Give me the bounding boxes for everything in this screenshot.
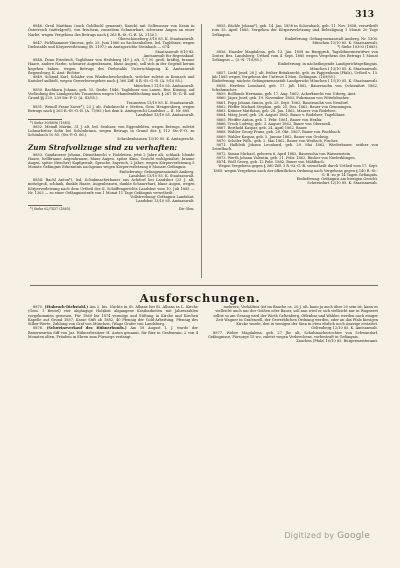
- entry-text: Bachl Anton*), led. Schuhmacherbauer aus Achdorf bei Landshut (23 J. alt, mittelgroß, schlank, dunkle Haare, Augenbrauen, dunkle Schnurrbart, blaue Augen, wegen Körperverletzung nach dem Urtheil des K. Schöffengerichts Landshut vom 10. Juli 1885 — Nr. 1303 — zu einer Gefängnisstrafe von 1 Monat 11 Tage Gefängnis verurtheilt.: [28, 178, 195, 195]
- footnote-a: *) Siehe 30/8896 (1885).: [30, 120, 72, 125]
- entry-text: Landshut 13/10 85. Amtsanwalt.: [136, 113, 195, 118]
- entry-text: Vollstreckung: Gefängnis Landshut.: [130, 195, 195, 199]
- entry-number: 8866.: [216, 121, 228, 126]
- entry-number: 8856.: [216, 49, 229, 54]
- entry-number: 8847.: [33, 41, 45, 45]
- left-entries-b: [28, 125, 195, 142]
- entry-text: Traunstein 13/10 85. K. Staatsanwalt.: [126, 100, 195, 105]
- entry-text: Landshut 13/10 85. Amtsanwalt.: [136, 199, 195, 204]
- entry: [28, 199, 195, 203]
- entry-number: 8869.: [216, 134, 228, 139]
- entry-text: Bachhorn Johann, geb. 15. Dezbr. 1846, Taglöhner von Lauen, Bez. Kissing, auf Vorläufung des Landgerichts Traunstein wegen Urkundenfälschung nach § 267 St.-G.-B. auf Grund §§ 229, 239 Str.-P.-O. (A. 43/85.).: [28, 87, 195, 101]
- entry-number: 8876.: [33, 326, 47, 331]
- entry-number: 8877.: [213, 330, 227, 335]
- entry-text: Greil Matthias (auch Goldbichl genannt), Knecht mit Gelbwasser von Krain in Österreich (mittelgroß), von frischem, runzeliem Schnurrbart, schwarze Augen an einer Narbe, wegen Vergehens des Betrugs nach § 263 R.-St.-G.-B. (A. 2150.).: [28, 24, 195, 37]
- entry-number: 8852.: [33, 124, 45, 129]
- entry: [212, 84, 379, 93]
- entry-number: 8853.: [33, 152, 45, 157]
- entry-number: 8851.: [33, 104, 45, 109]
- entry: [212, 143, 379, 152]
- entry: [28, 153, 195, 170]
- entry-number: 8873.: [216, 155, 228, 160]
- entry-text: Märg Josef, geb. 28. August 1862, Bauer v. Rödelsee, Tagelöhner.: [227, 113, 346, 118]
- entry-number: 8849.: [33, 75, 45, 79]
- entry-text: Am 2. bis. Nachts in St. Albans bei St. Albans in L. Kirche (Gem. 1 Beutel) vier abgängige Holzkist abgangene Kostbarkeiten mit Jahreszahlen vorgekommen gewesen. Für 1860 bis 1874 vermöge und Stiftung in Kirche und Kirchen Kapelle auf Grund 1857, Kasse Stift ab 1882, 40 Pfennig der Gold-Arbeitung, Pfennig des Silber-Werte. Zahlung von Graf von München, (Wage Grafer von Landsberg.: [28, 305, 198, 326]
- entry-text: Berthold Kaspar, geb. 24. April 1862, Bauer.: [227, 126, 308, 130]
- entry-number: 8871.: [216, 143, 230, 147]
- section-divider: [30, 285, 378, 286]
- footnote-rule: [28, 119, 62, 120]
- entry-text: Schmid Karl, Schäfer von Windischeschenbach, welcher zuletzt in Kronach und Knitdorf aufhielt, wegen Gewerbsvergehen nach § 360 Ziff. 8 R.-St.-G.-B. (A. 9/10 85.).: [28, 75, 195, 84]
- right-entries: [212, 24, 379, 186]
- entry-number: 8860.: [216, 96, 228, 101]
- entry-text: Einlieferung: Gefangenenanstalt Amberg.: [119, 169, 195, 174]
- entry-text: Einlieferung: nächste Gefangenenanstalt Landgericht München I 13/10 85. K. Staatsanwalt.: [211, 79, 378, 84]
- entry-text: Bächle Johann*), geb. 14. Jan. 1858 in Schwabach, geb. 11. Nov. 1858, verurtheilt vom 15. April 1885, Vergehen der Körperverletzung und Beleidigung 1 Monat 20 Tage Gefängnis.: [211, 24, 378, 37]
- entry-number: 8875.: [33, 305, 45, 309]
- entry: [212, 24, 379, 37]
- entry-text: Pichlhammer Vincenz, geb. 25. Juni 1860 zu Sachsenhalten, led. Taglöhner, wegen Diebstahls und Körperverletzung (B. 1197.) an Amtsgerichte Steinbach — 674.: [28, 41, 195, 50]
- entry-text: Am 18 August 1. J. wurde der Bauernwirtin Siff von Jaz. Hühnerbesitzer H. Anton genannt, für Bier in Grafenrain, 2 von 4 Monaten alten, Fräulein in Ehren zum Fürsorge verlangt.: [28, 326, 198, 339]
- entry-number: 8859.: [216, 92, 228, 96]
- entry-number: 8858.: [216, 83, 230, 88]
- entry-text: Schrobenhausen 13/10 85. K. Amtsgericht.: [117, 137, 195, 142]
- entry-text: mehrere, Verhältnis (ist im Bauche ca. 20 J. alt, kann ja auch über 20 sein ist, kann es vielleicht auch nur der Geißen oder Bauer, soll nun wird er sich vielleicht nur in Wagneret selbst so am Gesang wird der Wirth Geltenberg, Offenbar und Wähler, werden nach einiger Zeit Wagner in Grafenzell, der Gewerblichen Ordnung werden, oder an das Pfalz hiesigen Kirche wurde, den in wenigen der Sinn in etwa ehrlich noch Anzeige erstattet.: [213, 305, 378, 326]
- entry: [28, 24, 195, 37]
- entry-text: Wahler Georg Franz, geb. 28. Okt. 1867, Bauer von Fischbach.: [227, 130, 342, 135]
- entry-text: Landshut 13/10 85. K. Staatsanwalt.: [128, 173, 195, 178]
- entry-text: Einlieferung: Gefangenenanstalt Amberg. Nr. 1300.: [284, 36, 378, 41]
- bottom-two-column: [28, 305, 378, 345]
- entry-number: 8867.: [216, 126, 228, 130]
- entry-text: *) Siehe 10393 (1885).: [337, 45, 378, 50]
- entry-text: Pfeffer Michael Stephan, geb. 25. Dez. 1862, Bauer von Gemmingen.: [227, 104, 353, 109]
- entry: [208, 339, 378, 343]
- footnote-c-right: Die Obm.: [178, 206, 195, 211]
- entry-label: (Einbruch-Diebstahl.): [44, 305, 90, 309]
- entry: [28, 113, 195, 117]
- entry: [28, 326, 198, 339]
- entry-number: 8870.: [216, 138, 228, 143]
- entry: [212, 164, 379, 177]
- left-column: [28, 24, 202, 278]
- entry: [28, 125, 195, 138]
- entry: [28, 88, 195, 101]
- entry-text: München I 13/10 85. K. Staatsanwalt.: [309, 66, 378, 71]
- page-number: 313: [355, 10, 374, 20]
- footnote-rule-2: [28, 205, 62, 206]
- entry-text: Zauchen (Pfalz) 10/10 85. Bürgermeisteramt.: [296, 339, 378, 343]
- entry-label: (Schweineverkauf des Hühnerhunds.): [46, 326, 131, 331]
- entry-text: Schweinfurt 12/10 85. K. Staatsanwalt.: [307, 181, 378, 186]
- entry-number: 8855.: [216, 24, 228, 28]
- entry: [28, 137, 195, 141]
- entry-text: Wolf Georg, geb. 12 Febr. 1862, Bauer von Mühlbach.: [227, 160, 325, 164]
- entry-text: München 13/10 85. K. Staatsanwalt.: [312, 41, 378, 45]
- entry-number: 8848.: [33, 58, 45, 62]
- entry-text: Weber Magdalena, geb. 27 Jhr. alt, Schuhmachertochter von Schwandorf, Gefängnisse, Fürsorge 15 wo, zuletzt wegen Verbrechens, vorbestraft in Gefängnis.: [208, 330, 378, 339]
- entry-text: Einlieferung: Gefängnis am hiesigen Gericht.: [296, 177, 378, 181]
- entry-text: Werth Johann Valentin, geb. 21. Febr. 1862, Bäcker von Niederklingen.: [227, 155, 356, 160]
- entry-text: Popp Johann Simon, geb. 25. Sept. 1862, Bauernsohn von Neudorf.: [227, 100, 349, 105]
- entry-text: Schöler Wilh., geb. 2. Mai 1862, Bauer von Weißach, Fischer.: [227, 138, 339, 143]
- entry-number: 8861.: [216, 100, 228, 105]
- two-column-body: [28, 24, 378, 278]
- entry: [28, 58, 195, 75]
- right-column: [212, 24, 379, 278]
- entry: [212, 181, 379, 185]
- entry-text: Amtsanwalt für Regenskauf.: [143, 53, 195, 58]
- entry-number: 8863.: [216, 109, 228, 113]
- bottom-right-column: [208, 305, 378, 345]
- entry-text: Hausler Magdalena, geb. 13. Jan. 1858 zu Burggrub, Tagelöhnerinswittwe von Goster, Bez. Landsberg; Urtheil vom 4. Sept. 1885 wegen Vergehens des Betrugs 1 Monat Gefängnis — (3.-N. 718/85.).: [211, 49, 378, 62]
- entry-number: 8846.: [33, 24, 46, 28]
- entry-text: Simon Michael, geboren 6. April 1862, Bauersohn von Waissenstein.: [227, 151, 352, 156]
- entry-text: Geltenberg 12/10 85. K. Amtsanwalt.: [311, 326, 378, 331]
- entry-text: Wegen Vergehens gegen § 360 Ziff. 3 R.-St.-G.-B. verurtheilt durch Urtheil vom 17. Sept. 1885: wegen Vergehens nach der öffentlichen Ordnung nach Vergehens gegen § 140 R.-St.-G.-B. zu je 14 Tagen Gefängnis.: [213, 164, 378, 177]
- footnote-c-row: [28, 207, 195, 211]
- entry-number: 8874.: [216, 160, 228, 164]
- entry-text: Einlieferung: in nächstliegende Landgerichtsgefängnis.: [277, 62, 378, 67]
- entry-number: 8850.: [33, 87, 45, 92]
- entry-text: Halbleib Johann Leonhard, geb. 29. Mai 1862, Wiederbauer, seither von Geiselbach.: [211, 143, 378, 152]
- entry-text: Liebl Josef, 28 J. alt, früher Bräuknecht, geb. zu Pappenheim (Pfalz), Urtheil v. 13. Juli 1885 wegen Vergehens der Untreue 4 Mon. Gefängnis. (169/85.).: [211, 70, 378, 79]
- footnote-c: *) Siehe 62/7437 (1885).: [30, 206, 72, 211]
- entry: [208, 305, 378, 326]
- entry: [28, 75, 195, 84]
- entry-text: Jäger Josef, geb. 19. November 1863, Fuhrmann von Wittelsbacher.: [227, 96, 350, 101]
- watermark-prefix: Digitized by: [284, 531, 335, 540]
- entry: [28, 178, 195, 195]
- left-entries-c: [28, 153, 195, 204]
- watermark-brand: Google: [337, 531, 370, 541]
- entry-text: Pfeiffer Anton, geb. 1. Febr. 1861, Bauer von Hexlar.: [227, 117, 323, 122]
- section-title: Ausforschungen.: [139, 291, 261, 305]
- entry-number: 8865.: [216, 117, 228, 122]
- entry-text: Meindl Martin, 31 J. alt, led. Seuhner, von Eggenfelden, wegen Betrugs, zuletzt Lohnarbeiter Sohn bei Schönbrunn, wegen Betrugs in Grund des § 112 Str.-P.-O. zu Schönbach 10 85. (Str.-P.-O. 66.).: [28, 124, 195, 137]
- section-heading: Zum Strafvollzuge sind zu verhaften:: [28, 142, 178, 152]
- entry-text: Weindl Franz Xaver*), 23 J. alt, Fuhrknecht v. Metten, Gem. Hengersberg, wegen Betrugs nach § 263 R.-St.-G.-B. (A. 73/85.) bei dem k. Amtsgericht Landshut — II. Nr. 685.: [28, 104, 195, 113]
- entry: [208, 331, 378, 340]
- entry-text: Donn Friedrich, Taglöhner von Heilsburg (49 J. alt, 1,7 M. groß, kräftig, braune Haare, andere Narbe, schwarze Augenbrauen, blaue Augen), soll sich in der Gegend herum begehen haben, wegen Betrugs des Diebstahls Unterschlagung. K. Amtsanwalt Regensburg. K. Amt.-Richter.: [28, 58, 195, 75]
- entry-number: 8857.: [216, 70, 228, 75]
- entry-number: 8868.: [216, 130, 228, 135]
- entry-text: Staatsanwalt 9/10 85.: [155, 49, 195, 54]
- entry: [212, 71, 379, 80]
- entry-text: Bolllands Hermann, geb. 17. Aug. 1862, Ackerknecht von Urberg, Amt.: [227, 92, 357, 96]
- entry-number: 8872.: [216, 151, 228, 156]
- entry: [28, 41, 195, 50]
- entry-text: Wahler Kaspar, geb. 5. Januar 1862, Bauer von Grobnig.: [227, 134, 330, 139]
- entry-text: Oberschöneberg 3/10 85. K. Staatsanwalt.: [118, 36, 195, 41]
- entry: [212, 50, 379, 63]
- left-entries-a: [28, 24, 195, 118]
- entry-number: 8862.: [216, 104, 228, 109]
- digitized-watermark: [284, 531, 370, 541]
- entry-text: Krämer Matthäus, geb. 28. Jan. 1862, Maurer von Rödelsee.: [227, 109, 337, 113]
- entry-number: 8864.: [216, 113, 228, 118]
- entry-text: Hertlein Leonhard, geb. 17. Juli 1862, Bauernsohn von Ochsenfurt 1862, Schuhmacher.: [211, 83, 378, 92]
- entry-number: 8854.: [33, 178, 46, 182]
- entry: [28, 305, 198, 326]
- entry: [28, 105, 195, 114]
- entry-text: Gandauerer Johann, Dienstknecht v. Holzleiten, jetzt 2 Jahre alt, schlank, blonde Haare, hellbraune Augenbrauen, blaue Augen, spitze Kinn, Gesicht wohlgenährt, braune Augen, spitze (frischer) Kopfgewalt, Sprache, bayrisch, 2 Jahre, wegen Körperverletzung 5 Monate Gefängnis Erkenntnis nachgeaus wegen Körperverletzung 6 Monate Gefängnis.: [28, 152, 195, 170]
- bottom-left-column: [28, 305, 198, 345]
- entry-text: München I 11/10 85. Amtsanwalt.: [133, 83, 195, 88]
- entry-text: Trock Ludwig, geb. 3. August 1862, Bauer von Obernzell.: [227, 121, 332, 126]
